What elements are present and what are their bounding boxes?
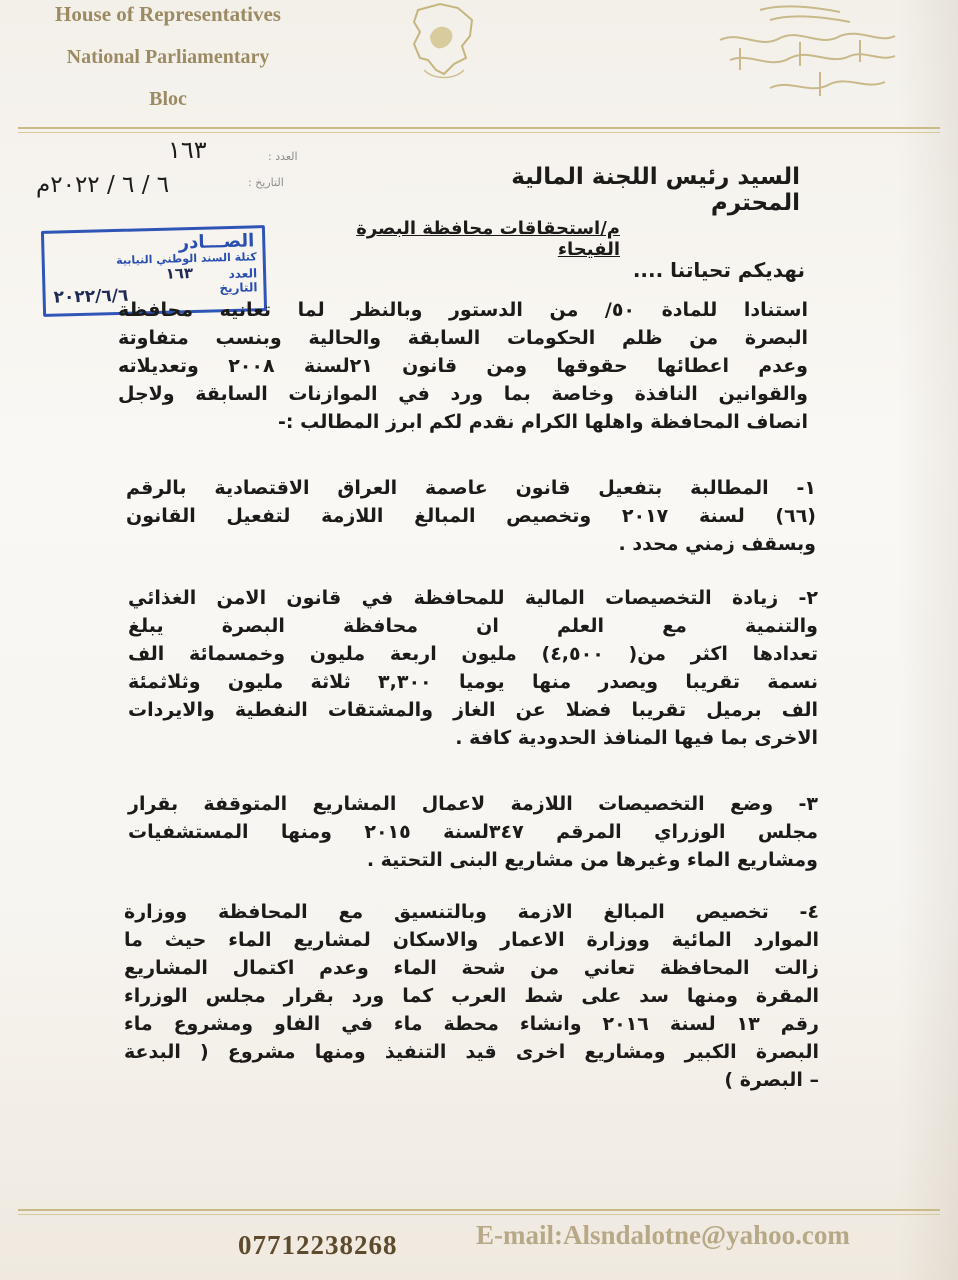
demand-line: رقم ١٣ لسنة ٢٠١٦ وانشاء محطة ماء في الفاو ومشروع ماء — [124, 1013, 819, 1035]
iraq-map-emblem-icon — [400, 0, 490, 86]
letterhead-line-1: House of Representatives — [55, 2, 281, 26]
date-label: التاريخ : — [248, 176, 284, 189]
subject-line: م/استحقاقات محافظة البصرة الفيحاء — [356, 218, 620, 260]
demand-line: الاخرى بما فيها المنافذ الحدودية كافة . — [455, 727, 818, 749]
intro-paragraph — [118, 296, 808, 436]
demand-line: الموارد المائية ووزارة الاعمار والاسكان لمشاريع الماء حيث ما — [124, 929, 819, 951]
arabic-calligraphy-logo-icon — [700, 0, 900, 110]
handwritten-number: ١٦٣ — [168, 136, 207, 164]
footer-rule — [18, 1209, 940, 1211]
footer-rule-thin — [18, 1214, 940, 1215]
demand-line: ٤- تخصيص المبالغ الازمة وبالتنسيق مع المحافظة ووزارة — [124, 901, 819, 923]
intro-line: والقوانين النافذة وخاصة بما ورد في الموازنات السابقة ولاجل — [118, 383, 808, 405]
stamp-org: كتلة السند الوطني النيابية — [115, 250, 257, 267]
intro-line: وعدم اعطائها حقوقها ومن قانون ٢١لسنة ٢٠٠٨ وتعديلاته — [118, 355, 808, 377]
stamp-number-label: العدد — [228, 266, 258, 282]
demand-line: تعدادها اكثر من( ٤,٥٠٠) مليون اربعة مليون وخمسمائة الف — [128, 643, 818, 665]
header-rule — [18, 127, 940, 129]
stamp-number-value: ١٦٣ — [165, 263, 194, 283]
demand-item-2 — [128, 584, 818, 752]
demand-line: (٦٦) لسنة ٢٠١٧ وتخصيص المبالغ اللازمة لتفعيل القانون — [126, 505, 816, 527]
demand-item-1 — [126, 474, 816, 558]
demand-item-4 — [124, 898, 819, 1094]
number-label: العدد : — [268, 150, 298, 163]
intro-line: البصرة من ظلم الحكومات السابقة والحالية وبنسب متفاوتة — [118, 327, 808, 349]
demand-line: نسمة تقريبا ويصدر منها يوميا ٣,٣٠٠ ثلاثة مليون وثلاثمئة — [128, 671, 818, 693]
demand-line: مجلس الوزراي المرقم ٣٤٧لسنة ٢٠١٥ ومنها المستشفيات — [128, 821, 818, 843]
demand-line: البصرة الكبير ومشاريع اخرى قيد التنفيذ ومنها مشروع ( البدعة — [124, 1041, 819, 1063]
stamp-title: الصـــادر — [178, 230, 255, 254]
letterhead-line-3: Bloc — [149, 88, 187, 110]
stamp-date-label: التاريخ — [219, 280, 258, 296]
letterhead-line-2: National Parliamentary — [66, 46, 270, 68]
demand-line: – البصرة ) — [724, 1069, 819, 1091]
paper-shadow — [898, 0, 958, 1280]
handwritten-date: ٦ / ٦ / ٢٠٢٢م — [36, 172, 170, 198]
intro-line: استنادا للمادة ٥٠/ من الدستور وبالنظر لما تعانيه محافظة — [118, 299, 808, 321]
footer-email: E-mail:Alsndalotne@yahoo.com — [476, 1220, 850, 1250]
footer-phone: 07712238268 — [238, 1230, 398, 1260]
addressee: السيد رئيس اللجنة المالية المحترم — [511, 164, 800, 216]
demand-line: ١- المطالبة بتفعيل قانون عاصمة العراق الاقتصادية بالرقم — [126, 477, 816, 499]
demand-line: ٣- وضع التخصيصات اللازمة لاعمال المشاريع المتوقفة بقرار — [128, 793, 818, 815]
demand-line: الف برميل تقريبا فضلا عن الغاز والمشتقات النفطية والايردات — [128, 699, 818, 721]
demand-line: والتنمية مع العلم ان محافظة البصرة يبلغ — [128, 615, 818, 637]
stamp-date-value: ٢٠٢٢/٦/٦ — [53, 285, 129, 308]
intro-line: انصاف المحافظة واهلها الكرام نقدم لكم ابرز المطالب :- — [277, 411, 808, 433]
demand-line: وبسقف زمني محدد . — [618, 533, 816, 555]
demand-item-3 — [128, 790, 818, 874]
greeting: نهديكم تحياتنا .... — [632, 258, 805, 282]
demand-line: زالت المحافظة تعاني من شحة الماء وعدم اكتمال المشاريع — [124, 957, 819, 979]
demand-line: المقرة ومنها سد على شط العرب كما ورد بقرار مجلس الوزراء — [124, 985, 819, 1007]
demand-line: ٢- زيادة التخصيصات المالية للمحافظة في قانون الامن الغذائي — [128, 587, 818, 609]
header-rule-thin — [18, 132, 940, 133]
demand-line: ومشاريع الماء وغيرها من مشاريع البنى التحتية . — [366, 849, 818, 871]
